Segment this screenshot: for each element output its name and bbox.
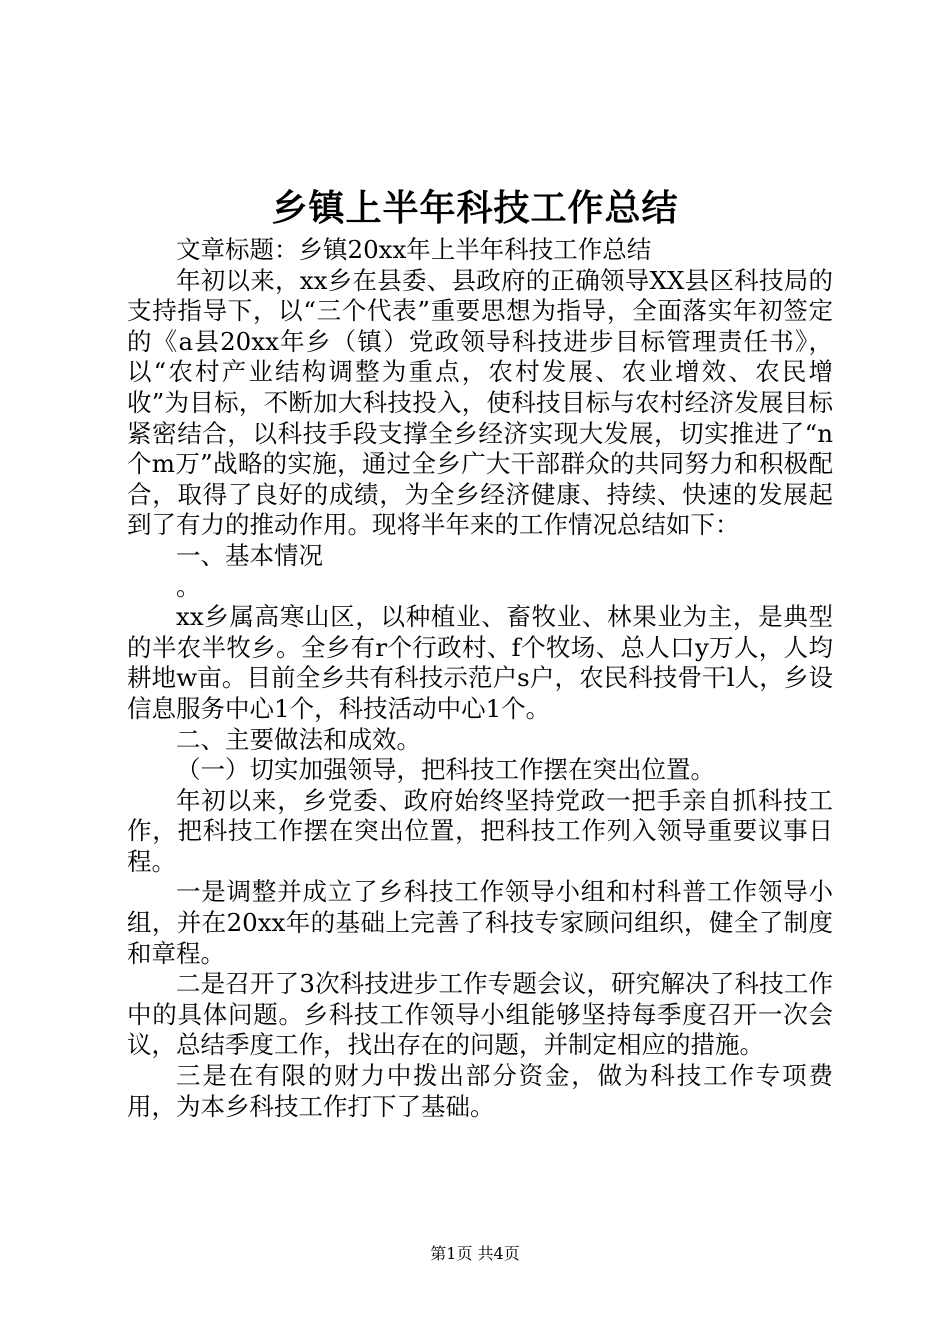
page-footer: 第1页 共4页 (430, 1244, 520, 1263)
document-title: 乡镇上半年科技工作总结 (271, 187, 679, 229)
paragraph-intro: 年初以来，xx乡在县委、县政府的正确领导XX县区科技局的支持指导下，以“三个代表”重要思想为指导，全面落实年初签定的《a县20xx年乡（镇）党政领导科技进步目标管理责任书》，以“农村产业结构调整为重点，农村发展、农业增效、农民增收”为目标，不断加大科技投入，使科技目标与农村经济发展目标紧密结合，以科技手段支撑全乡经济实现大发展，切实推进了“n个m万”战略的实施，通过全乡广大干部群众的共同努力和积极配合，取得了良好的成绩，为全乡经济健康、持续、快速的发展起到了有力的推动作用。现将半年来的工作情况总结如下： (127, 265, 833, 540)
document-body (127, 235, 833, 1122)
subsection-heading-leadership: （一）切实加强领导，把科技工作摆在突出位置。 (176, 755, 715, 785)
paragraph-basic-situation: xx乡属高寒山区，以种植业、畜牧业、林果业为主，是典型的半农半牧乡。全乡有r个行政村、f个牧场、总人口y万人，人均耕地w亩。目前全乡共有科技示范户s户，农民科技骨干l人，乡设信息服务中心1个，科技活动中心1个。 (127, 602, 833, 723)
paragraph-article-title: 文章标题：乡镇20xx年上半年科技工作总结 (176, 235, 652, 264)
section-heading-main-practices: 二、主要做法和成效。 (176, 724, 421, 754)
paragraph-leadership: 年初以来，乡党委、政府始终坚持党政一把手亲自抓科技工作，把科技工作摆在突出位置，把科技工作列入领导重要议事日程。 (127, 785, 833, 876)
paragraph-point-two: 二是召开了3次科技进步工作专题会议，研究解决了科技工作中的具体问题。乡科技工作领导小组能够坚持每季度召开一次会议，总结季度工作，找出存在的问题，并制定相应的措施。 (127, 969, 833, 1060)
section-heading-basic-situation: 一、基本情况 (176, 540, 323, 570)
paragraph-point-three: 三是在有限的财力中拨出部分资金，做为科技工作专项费用，为本乡科技工作打下了基础。 (127, 1061, 833, 1121)
paragraph-point-one: 一是调整并成立了乡科技工作领导小组和村科普工作领导小组，并在20xx年的基础上完善了科技专家顾问组织，健全了制度和章程。 (127, 877, 833, 968)
paragraph-period: 。 (176, 571, 201, 601)
